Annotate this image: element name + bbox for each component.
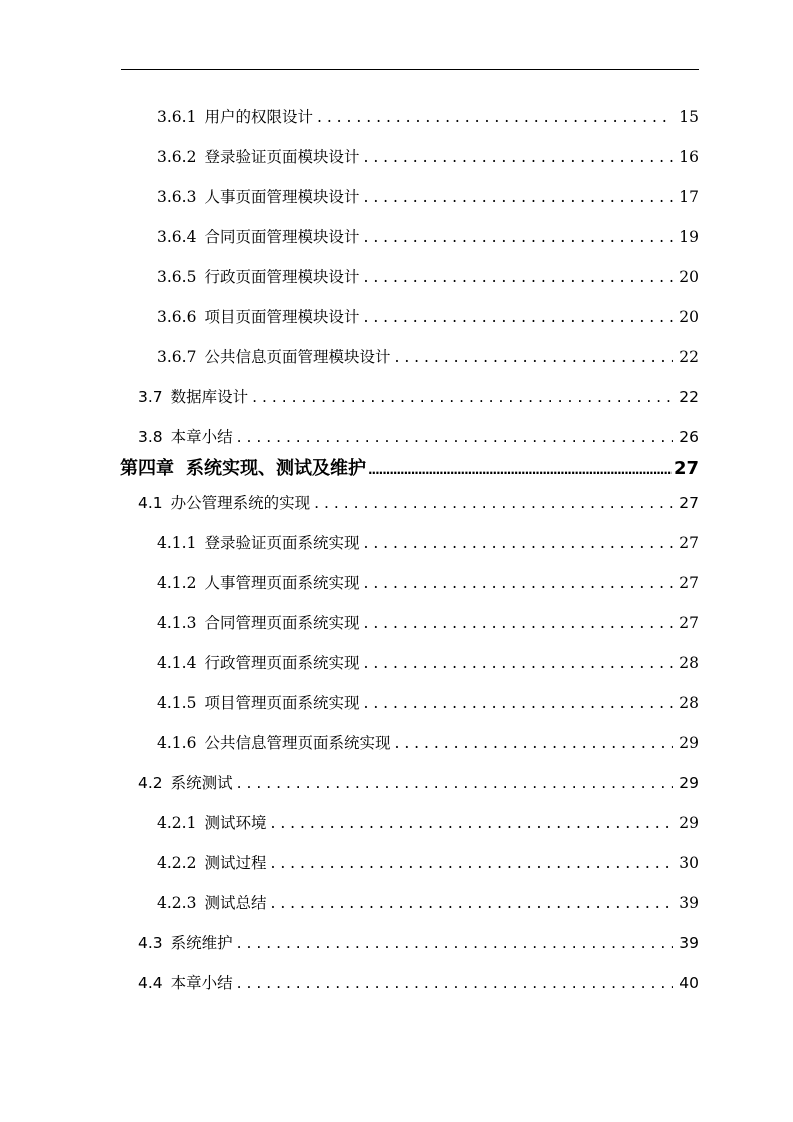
toc-page: 28 (679, 694, 699, 712)
toc-title: 用户的权限设计 (204, 108, 313, 126)
toc-leader (237, 425, 674, 449)
toc-title: 本章小结 (170, 974, 233, 992)
toc-leader (363, 691, 673, 715)
toc-page: 22 (679, 388, 699, 406)
toc-page: 22 (679, 348, 699, 366)
toc-page: 27 (679, 494, 699, 512)
toc-title: 系统实现、测试及维护 (186, 458, 366, 479)
toc-entry-413[interactable] (157, 611, 699, 635)
toc-title: 本章小结 (170, 428, 233, 446)
toc-number: 第四章 (120, 458, 174, 479)
toc-title: 登录验证页面系统实现 (204, 534, 360, 552)
toc-leader (270, 891, 673, 915)
toc-entry-415[interactable] (157, 691, 699, 715)
toc-number: 4.1.6 (157, 734, 197, 752)
toc-leader (270, 851, 673, 875)
toc-entry-chapter-4[interactable] (120, 457, 699, 481)
toc-page: 19 (679, 228, 699, 246)
toc-entry-365[interactable] (157, 265, 699, 289)
toc-entry-364[interactable] (157, 225, 699, 249)
toc-number: 4.2 (138, 774, 163, 792)
toc-title: 登录验证页面模块设计 (204, 148, 360, 166)
toc-leader (314, 491, 673, 515)
toc-title: 人事页面管理模块设计 (204, 188, 360, 206)
toc-leader (363, 611, 673, 635)
toc-number: 4.1.5 (157, 694, 197, 712)
toc-entry-366[interactable] (157, 305, 699, 329)
toc-entry-423[interactable] (157, 891, 699, 915)
toc-leader (363, 185, 673, 209)
toc-number: 4.4 (138, 974, 163, 992)
toc-number: 3.6.2 (157, 148, 197, 166)
toc-leader (317, 105, 673, 129)
toc-title: 公共信息管理页面系统实现 (204, 734, 391, 752)
toc-leader (237, 931, 674, 955)
toc-title: 办公管理系统的实现 (170, 494, 311, 512)
toc-number: 4.1.4 (157, 654, 197, 672)
toc-page: 27 (673, 458, 699, 479)
toc-page: 39 (679, 894, 699, 912)
toc-title: 公共信息页面管理模块设计 (204, 348, 391, 366)
toc-title: 系统维护 (170, 934, 233, 952)
toc-title: 系统测试 (170, 774, 233, 792)
toc-page: 27 (679, 574, 699, 592)
toc-entry-421[interactable] (157, 811, 699, 835)
toc-entry-422[interactable] (157, 851, 699, 875)
toc-page: 27 (679, 534, 699, 552)
toc-entry-38[interactable] (138, 425, 699, 449)
toc-number: 3.6.7 (157, 348, 197, 366)
toc-page: 28 (679, 654, 699, 672)
toc-page: 20 (679, 268, 699, 286)
toc-number: 3.7 (138, 388, 163, 406)
toc-leader (363, 531, 673, 555)
toc-page: 39 (679, 934, 699, 952)
toc-title: 测试环境 (204, 814, 267, 832)
toc-leader (363, 145, 673, 169)
toc-entry-41[interactable] (138, 491, 699, 515)
toc-title: 项目管理页面系统实现 (204, 694, 360, 712)
toc-number: 3.6.1 (157, 108, 197, 126)
toc-page: 30 (679, 854, 699, 872)
toc-title: 行政页面管理模块设计 (204, 268, 360, 286)
toc-title: 数据库设计 (170, 388, 249, 406)
toc-title: 人事管理页面系统实现 (204, 574, 360, 592)
toc-page: 20 (679, 308, 699, 326)
toc-page: 16 (679, 148, 699, 166)
toc-title: 合同管理页面系统实现 (204, 614, 360, 632)
toc-number: 4.1 (138, 494, 163, 512)
toc-title: 测试总结 (204, 894, 267, 912)
toc-leader (394, 731, 673, 755)
toc-page: 29 (679, 734, 699, 752)
toc-entry-361[interactable] (157, 105, 699, 129)
toc-leader (237, 971, 674, 995)
toc-number: 4.2.2 (157, 854, 197, 872)
toc-page: 40 (679, 974, 699, 992)
toc-entry-414[interactable] (157, 651, 699, 675)
toc-entry-363[interactable] (157, 185, 699, 209)
toc-title: 测试过程 (204, 854, 267, 872)
toc-number: 3.8 (138, 428, 163, 446)
toc-entry-37[interactable] (138, 385, 699, 409)
toc-leader (368, 458, 672, 482)
toc-leader (252, 385, 673, 409)
toc-entry-411[interactable] (157, 531, 699, 555)
toc-entry-362[interactable] (157, 145, 699, 169)
toc-leader (363, 225, 673, 249)
toc-leader (363, 651, 673, 675)
toc-leader (363, 571, 673, 595)
toc-number: 4.2.1 (157, 814, 197, 832)
toc-entry-42[interactable] (138, 771, 699, 795)
toc-leader (270, 811, 673, 835)
toc-leader (363, 265, 673, 289)
toc-number: 4.3 (138, 934, 163, 952)
toc-page: 26 (679, 428, 699, 446)
toc-leader (394, 345, 673, 369)
toc-page: 17 (679, 188, 699, 206)
toc-title: 项目页面管理模块设计 (204, 308, 360, 326)
toc-title: 合同页面管理模块设计 (204, 228, 360, 246)
toc-number: 3.6.5 (157, 268, 197, 286)
header-rule (121, 69, 699, 70)
toc-entry-43[interactable] (138, 931, 699, 955)
toc-entry-412[interactable] (157, 571, 699, 595)
toc-leader (363, 305, 673, 329)
toc-entry-367[interactable] (157, 345, 699, 369)
toc-page: 29 (679, 814, 699, 832)
toc-entry-44[interactable] (138, 971, 699, 995)
toc-entry-416[interactable] (157, 731, 699, 755)
toc-leader (237, 771, 674, 795)
toc-number: 4.2.3 (157, 894, 197, 912)
toc-page: 29 (679, 774, 699, 792)
toc-number: 4.1.3 (157, 614, 197, 632)
toc-number: 3.6.3 (157, 188, 197, 206)
toc-page: 15 (679, 108, 699, 126)
toc-number: 3.6.4 (157, 228, 197, 246)
toc-number: 4.1.2 (157, 574, 197, 592)
toc-page: 27 (679, 614, 699, 632)
toc-number: 3.6.6 (157, 308, 197, 326)
toc-title: 行政管理页面系统实现 (204, 654, 360, 672)
toc-number: 4.1.1 (157, 534, 197, 552)
